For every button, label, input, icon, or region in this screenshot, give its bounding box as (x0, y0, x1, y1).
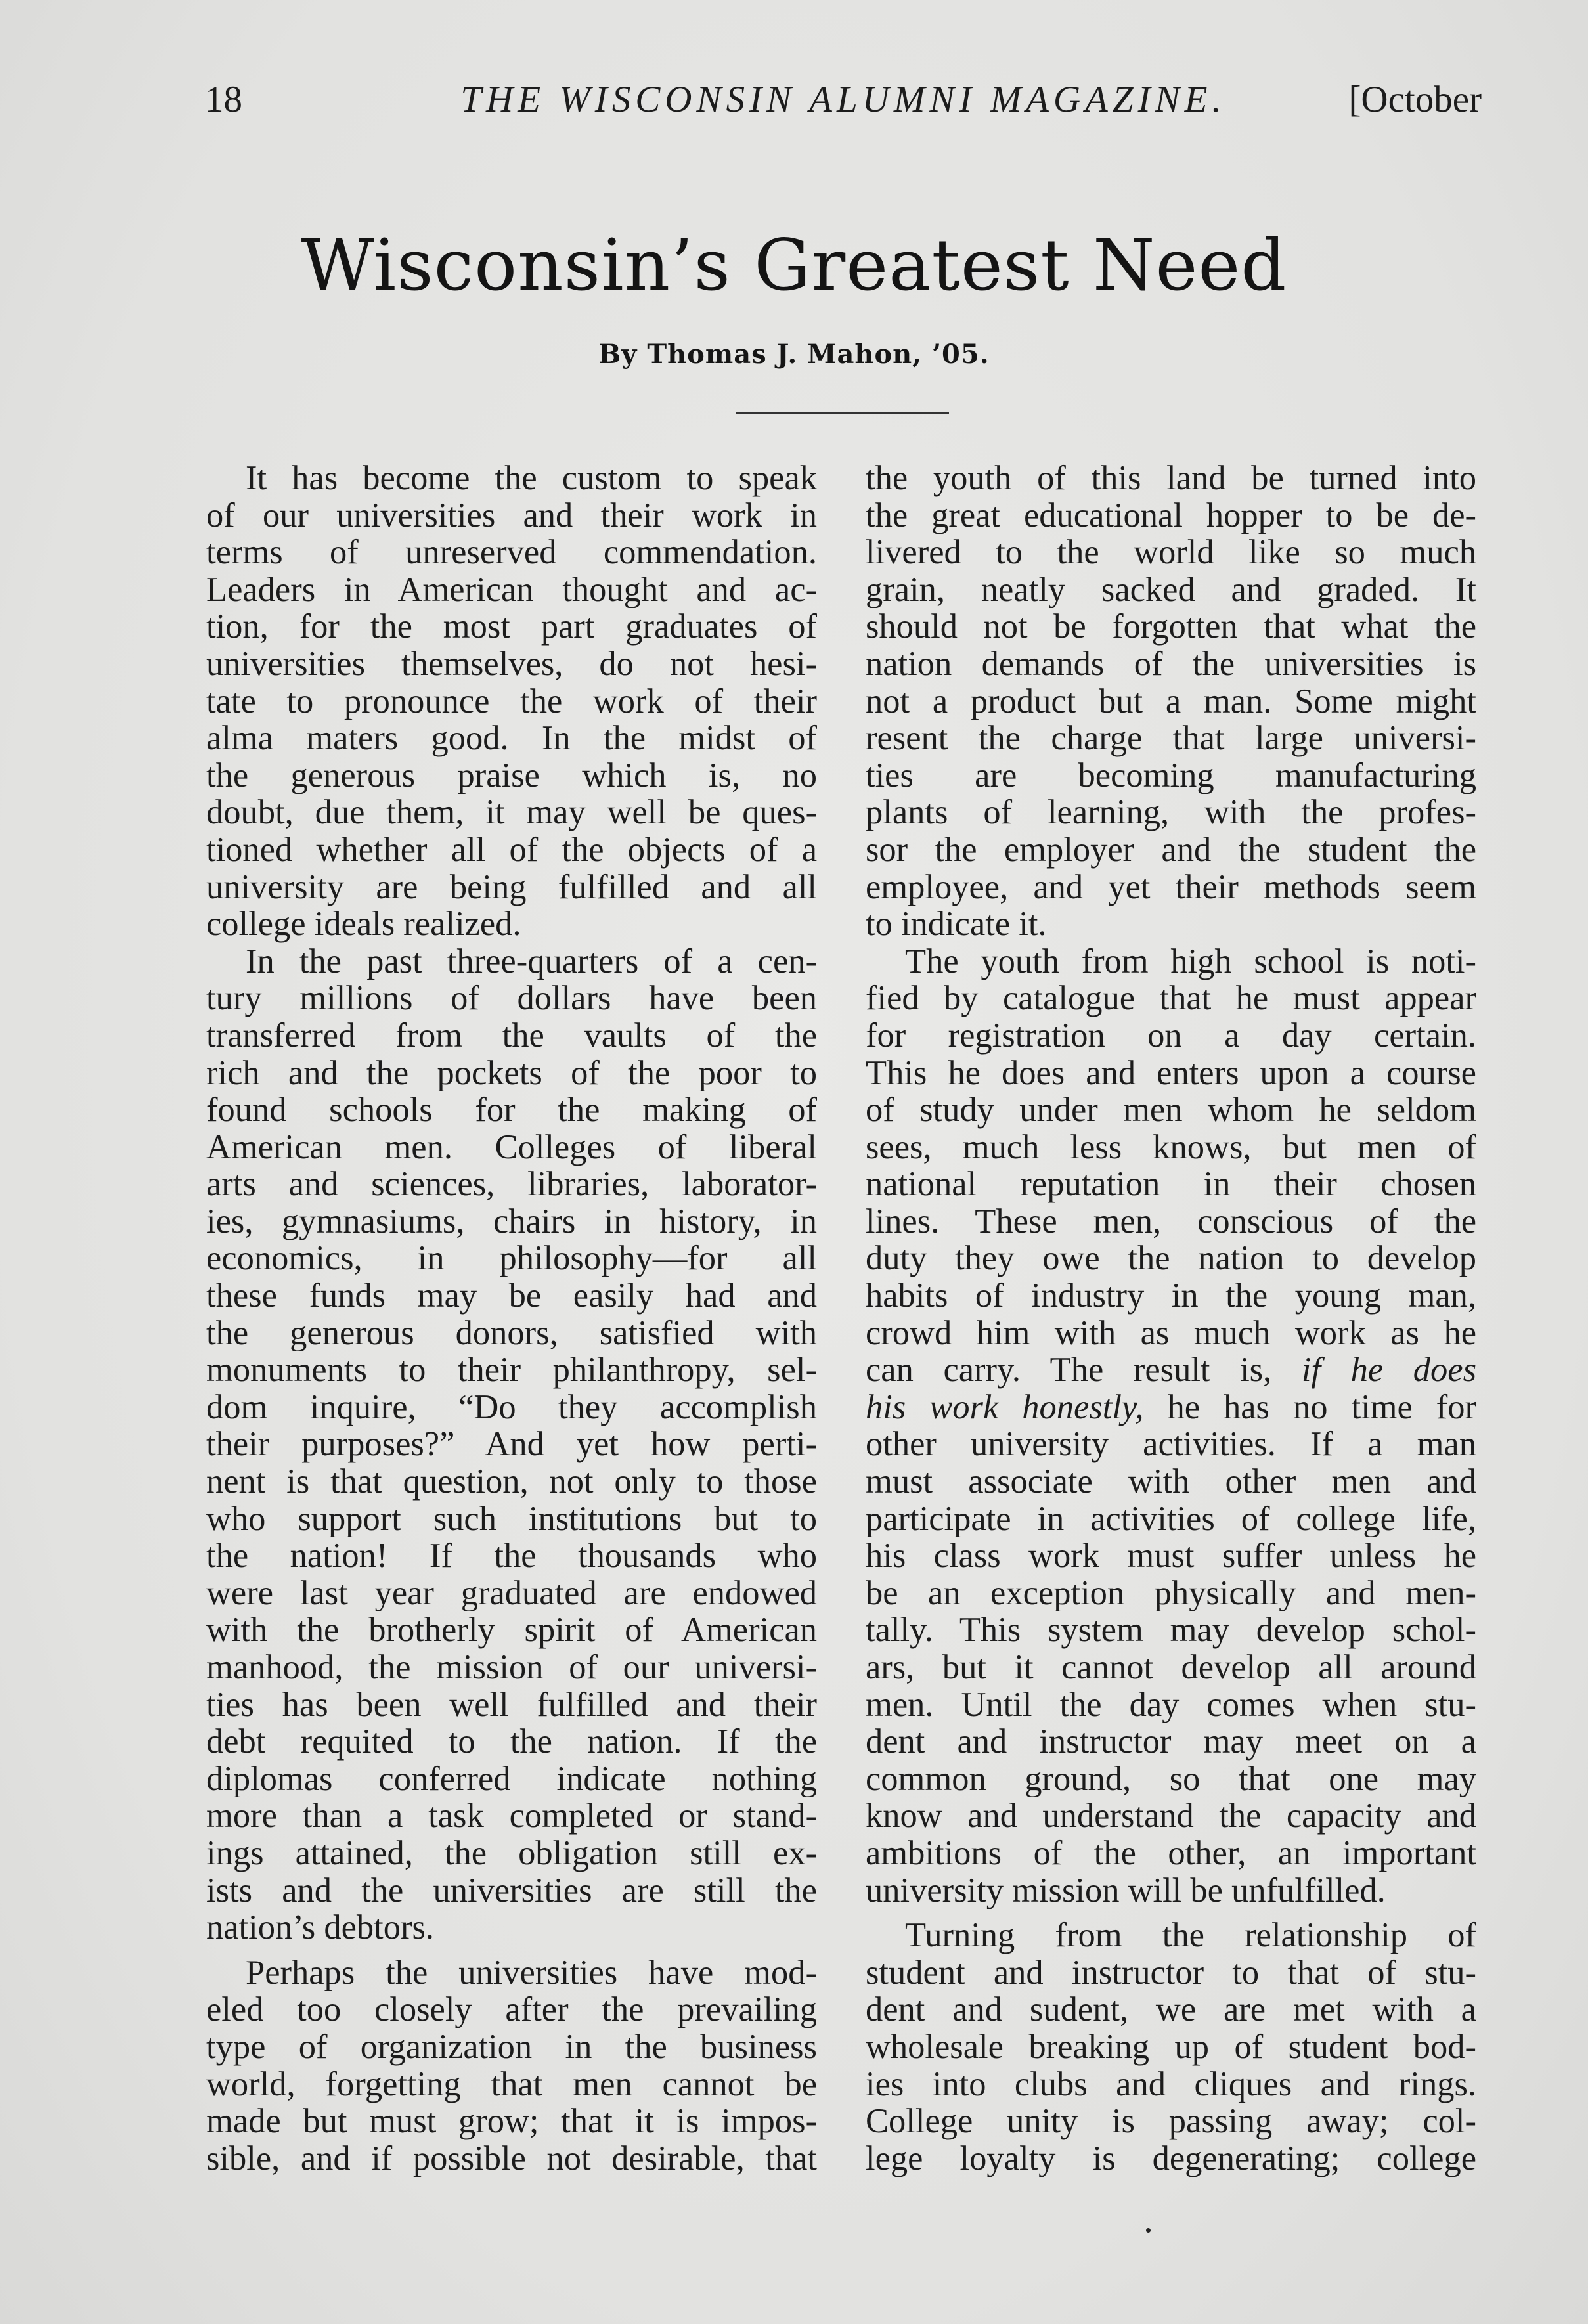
text-line: transferred from the vaults of the (206, 1017, 817, 1055)
right-column (866, 460, 1476, 2177)
text-line: be an exception physically and men- (866, 1574, 1476, 1612)
text-line: lege loyalty is degenerating; college (866, 2139, 1476, 2178)
text-line: not a product but a man. Some might (866, 682, 1476, 720)
text-line: other university activities. If a man (866, 1426, 1476, 1464)
text-line: manhood, the mission of our universi- (206, 1649, 817, 1686)
text-line: terms of unreserved commendation. (206, 534, 817, 571)
line-segment: he has no time for (1167, 1388, 1476, 1426)
text-line: should not be forgotten that what the (866, 608, 1476, 646)
publication-title: THE WISCONSIN ALUMNI MAGAZINE. (460, 79, 1226, 120)
text-line: made but must grow; that it is impos- (206, 2103, 817, 2140)
text-line: crowd him with as much work as he (866, 1314, 1476, 1352)
text-line: national reputation in their chosen (866, 1166, 1476, 1203)
text-line: these funds may be easily had and (206, 1277, 817, 1315)
text-line: grain, neatly sacked and graded. It (866, 571, 1476, 609)
text-line: fied by catalogue that he must appear (866, 980, 1476, 1017)
text-line: tally. This system may develop schol- (866, 1611, 1476, 1649)
text-line: ings attained, the obligation still ex- (206, 1834, 817, 1872)
text-line: student and instructor to that of stu- (866, 1954, 1476, 1992)
text-line: resent the charge that large universi- (866, 720, 1476, 757)
text-line: world, forgetting that men cannot be (206, 2065, 817, 2103)
text-line: were last year graduated are endowed (206, 1574, 817, 1612)
text-line: ties are becoming manufacturing (866, 756, 1476, 795)
text-line: sees, much less knows, but men of (866, 1128, 1476, 1166)
page-number: 18 (205, 79, 242, 120)
text-line: nation demands of the universities is (866, 645, 1476, 683)
text-line: ars, but it cannot develop all around (866, 1649, 1476, 1686)
print-speck (1146, 2228, 1151, 2233)
text-line: sor the employer and the student the (866, 831, 1476, 869)
text-line: ists and the universities are still the (206, 1872, 817, 1910)
text-line: alma maters good. In the midst of (206, 720, 817, 757)
text-line: ies, gymnasiums, chairs in history, in (206, 1202, 817, 1240)
article-byline: By Thomas J. Mahon, ’05. (598, 339, 990, 370)
text-line: for registration on a day certain. (866, 1017, 1476, 1055)
text-line: eled too closely after the prevailing (206, 1991, 817, 2028)
text-line: university mission will be unfulfilled. (866, 1872, 1386, 1910)
text-line: rich and the pockets of the poor to (206, 1054, 817, 1092)
text-line: College unity is passing away; col- (866, 2103, 1476, 2140)
text-line: found schools for the making of (206, 1091, 817, 1129)
running-head (205, 74, 1482, 126)
text-line: Perhaps the universities have mod- (246, 1954, 817, 1992)
text-line: the great educational hopper to be de- (866, 496, 1476, 535)
text-line: their purposes?” And yet how perti- (206, 1426, 817, 1464)
text-line: American men. Colleges of liberal (206, 1128, 817, 1166)
text-line: tate to pronounce the work of their (206, 682, 817, 720)
text-line: universities themselves, do not hesi- (206, 645, 817, 683)
text-line: tion, for the most part graduates of (206, 608, 817, 646)
text-line: university are being fulfilled and all (206, 868, 817, 906)
text-line: college ideals realized. (206, 906, 521, 943)
text-line: doubt, due them, it may well be ques- (206, 794, 817, 831)
title-divider (736, 412, 949, 414)
text-line: men. Until the day comes when stu- (866, 1686, 1476, 1724)
text-line: nation’s debtors. (206, 1909, 435, 1946)
text-line: Turning from the relationship of (905, 1917, 1476, 1954)
line-segment: can carry. The result is, (866, 1351, 1272, 1389)
text-line: dent and instructor may meet on a (866, 1723, 1476, 1761)
text-line: wholesale breaking up of student bod- (866, 2028, 1476, 2066)
text-line: economics, in philosophy—for all (206, 1240, 817, 1278)
text-line: dent and sudent, we are met with a (866, 1991, 1476, 2028)
text-line: duty they owe the nation to develop (866, 1240, 1476, 1278)
text-line: more than a task completed or stand- (206, 1797, 817, 1835)
text-line: must associate with other men and (866, 1463, 1476, 1501)
text-line: It has become the custom to speak (246, 460, 817, 497)
text-line: participate in activities of college life, (866, 1500, 1476, 1538)
text-line: of our universities and their work in (206, 496, 817, 535)
text-line: the generous praise which is, no (206, 756, 817, 795)
text-line: the nation! If the thousands who (206, 1537, 817, 1575)
text-line: the generous donors, satisfied with (206, 1314, 817, 1352)
issue-month: [October (1348, 79, 1482, 120)
text-line: sible, and if possible not desirable, that (206, 2139, 817, 2178)
text-line: diplomas conferred indicate nothing (206, 1760, 817, 1798)
text-line: ties has been well fulfilled and their (206, 1686, 817, 1724)
text-line: ies into clubs and cliques and rings. (866, 2065, 1476, 2103)
text-line: the youth of this land be turned into (866, 460, 1476, 497)
text-line: know and understand the capacity and (866, 1797, 1476, 1835)
text-line: common ground, so that one may (866, 1760, 1476, 1798)
text-line (866, 1389, 1476, 1426)
text-line: livered to the world like so much (866, 534, 1476, 571)
text-line: with the brotherly spirit of American (206, 1611, 817, 1649)
text-line: plants of learning, with the profes- (866, 794, 1476, 831)
text-line: who support such institutions but to (206, 1500, 817, 1538)
text-line: tioned whether all of the objects of a (206, 831, 817, 869)
text-line: type of organization in the business (206, 2028, 817, 2066)
text-line: to indicate it. (866, 906, 1047, 943)
text-line: Leaders in American thought and ac- (206, 571, 817, 609)
text-line: of study under men whom he seldom (866, 1091, 1476, 1129)
text-line: The youth from high school is noti- (905, 942, 1476, 980)
italic-phrase: if he does (1301, 1351, 1476, 1389)
italic-phrase: his work honestly, (866, 1388, 1144, 1426)
text-line: dom inquire, “Do they accomplish (206, 1388, 817, 1426)
text-line: monuments to their philanthropy, sel- (206, 1351, 817, 1389)
text-line: lines. These men, conscious of the (866, 1202, 1476, 1240)
text-line: debt requited to the nation. If the (206, 1723, 817, 1761)
text-line: nent is that question, not only to those (206, 1463, 817, 1501)
text-line: This he does and enters upon a course (866, 1054, 1476, 1092)
text-line: tury millions of dollars have been (206, 980, 817, 1017)
text-line: In the past three-quarters of a cen- (246, 942, 817, 980)
text-line: employee, and yet their methods seem (866, 868, 1476, 906)
text-line: arts and sciences, libraries, laborator- (206, 1166, 817, 1203)
text-line (866, 1351, 1476, 1389)
article-title: Wisconsin’s Greatest Need (301, 225, 1287, 307)
text-line: ambitions of the other, an important (866, 1834, 1476, 1872)
left-column (206, 460, 817, 2177)
text-line: habits of industry in the young man, (866, 1277, 1476, 1315)
text-line: his class work must suffer unless he (866, 1537, 1476, 1575)
